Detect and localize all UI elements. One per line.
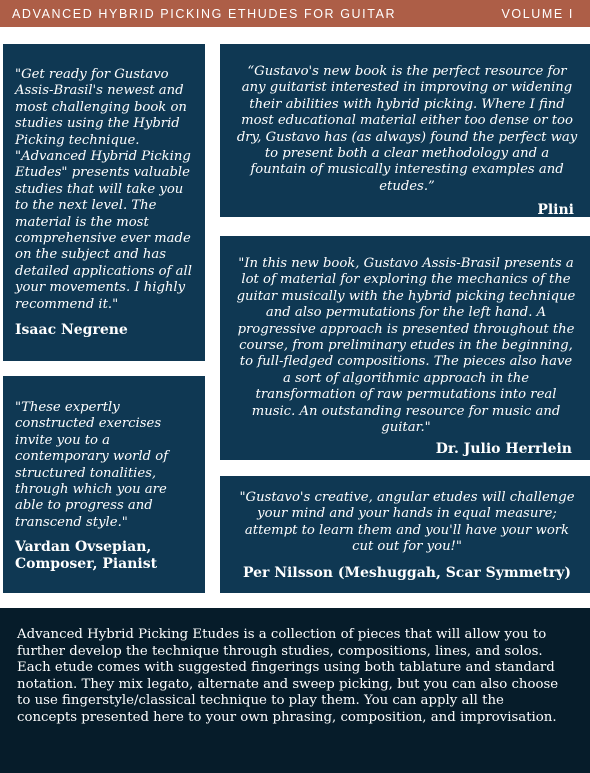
testimonial-card-plini [220,44,590,217]
testimonial-author: Dr. Julio Herrlein [435,441,572,458]
author-name: Vardan Ovsepian, [15,539,152,556]
testimonial-author [15,539,199,573]
testimonial-card-ovsepian [3,376,205,593]
testimonial-card-nilsson [220,476,590,593]
testimonial-quote: "In this new book, Gustavo Assis-Brasil presents a lot of material for exploring the mechanics of the guitar musically with the hybrid picking technique and also permutations for the left hand. A progressive approach is presented throughout the course, from preliminary etudes in the beginning, to full-fledged compositions. The pieces also have a sort of algorithmic approach in the transformation of raw permutations into real music. An outstanding resource for music and guitar." [236,256,576,436]
book-description: Advanced Hybrid Picking Etudes is a collection of pieces that will allow you to further develop the technique through studies, compositions, lines, and solos. Each etude comes with suggested fingerings using both tablature and standard notation. They mix legato, alternate and sweep picking, but you can also choose to use fingerstyle/classical technique to play them. You can apply all the concepts presented here to your own phrasing, composition, and improvisation. [17,627,559,725]
volume-label: VOLUME I [501,6,574,21]
book-description-panel [0,608,590,773]
testimonial-quote: "Gustavo's creative, angular etudes will challenge your mind and your hands in equal measure; attempt to learn them and you'll have your work cut out for you!" [239,490,575,555]
book-header [0,0,590,27]
testimonial-card-herrlein [220,236,590,460]
testimonial-card-negrene [3,44,205,361]
testimonial-quote: "These expertly constructed exercises invite you to a contemporary world of structured tonalities, through which you are able to progress and transcend style." [15,400,169,530]
testimonial-quote: "Get ready for Gustavo Assis-Brasil's newest and most challenging book on studies using the Hybrid Picking technique. "Advanced Hybrid Picking Etudes" presents valuable studies that will take you to the next level. The material is the most comprehensive ever made on the subject and has detailed applications of all your movements. I highly recommend it." [15,67,192,312]
testimonial-author: Per Nilsson (Meshuggah, Scar Symmetry) [242,564,572,581]
testimonial-author: Plini [537,202,574,219]
testimonial-author: Isaac Negrene [15,322,128,339]
testimonial-quote: “Gustavo's new book is the perfect resource for any guitarist interested in improving or widening their abilities with hybrid picking. Where I find most educational material either too dense or too dry, Gustavo has (as always) found the perfect way to present both a clear methodology and a fountain of musically interesting examples and etudes.” [236,64,578,194]
author-role: Composer, Pianist [15,556,158,573]
book-series-title: ADVANCED HYBRID PICKING ETHUDES FOR GUITAR [12,6,397,21]
